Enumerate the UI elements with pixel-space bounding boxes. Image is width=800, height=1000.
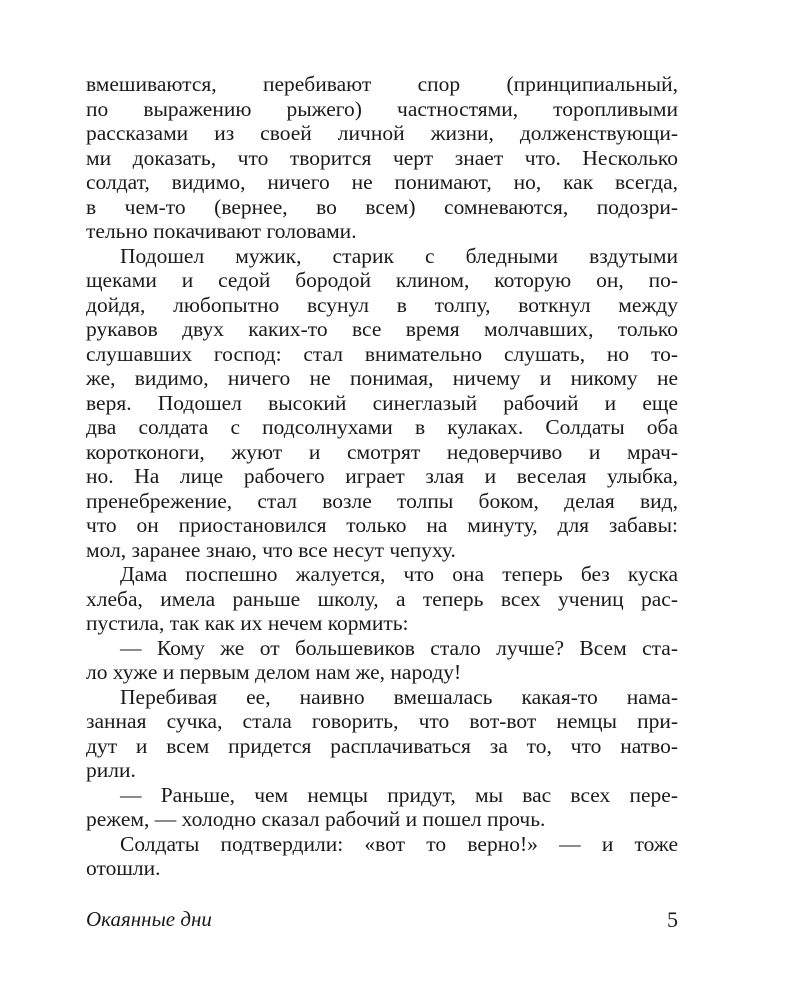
paragraph — [86, 562, 678, 636]
text-line: коротконоги, жуют и смотрят недоверчиво и мрач- — [86, 439, 678, 464]
text-line: занная сучка, стала говорить, что вот-вот немцы при- — [86, 709, 678, 733]
text-line: но. На лице рабочего играет злая и веселая улыбка, — [86, 464, 678, 488]
text-line: Дама поспешно жалуется, что она теперь без куска — [120, 562, 678, 586]
paragraph — [86, 244, 678, 563]
text-line: щеками и седой бородой клином, которую он, по- — [86, 268, 678, 292]
text-line: ми доказать, что творится черт знает что. Несколько — [86, 145, 678, 170]
paragraph — [86, 685, 678, 783]
text-line: — Кому же от большевиков стало лучше? Всем ста- — [120, 635, 678, 660]
text-line: дойдя, любопытно всунул в толпу, воткнул между — [86, 292, 678, 317]
running-title: Окаянные дни — [86, 907, 212, 931]
text-line: ло хуже и первым делом нам же, народу! — [86, 660, 462, 684]
text-line: по выражению рыжего) частностями, торопливыми — [86, 96, 678, 121]
text-line: режем, — холодно сказал рабочий и пошел прочь. — [86, 807, 546, 831]
text-line: Перебивая ее, наивно вмешалась какая-то нама- — [120, 684, 678, 709]
text-line: слушавших господ: стал внимательно слушать, но то- — [86, 341, 678, 366]
text-line: два солдата с подсолнухами в кулаках. Солдаты оба — [86, 415, 678, 439]
text-line: веря. Подошел высокий синеглазый рабочий и еще — [86, 390, 678, 415]
text-line: в чем-то (вернее, во всем) сомневаются, подозри- — [86, 194, 678, 219]
text-line: мол, заранее знаю, что все несут чепуху. — [86, 537, 456, 562]
text-line: пренебрежение, стал возле толпы боком, делая вид, — [86, 488, 678, 513]
text-line: пустила, так как их нечем кормить: — [86, 611, 409, 635]
paragraph — [86, 832, 678, 881]
text-line: отошли. — [86, 856, 161, 880]
body-text — [86, 72, 678, 881]
paragraph — [86, 636, 678, 685]
text-line: рассказами из своей личной жизни, долженствующи- — [86, 121, 678, 145]
page-number: 5 — [667, 907, 678, 932]
text-line: рили. — [86, 758, 136, 782]
text-line: дут и всем придется расплачиваться за то, что натво- — [86, 733, 678, 758]
text-line: же, видимо, ничего не понимая, ничему и никому не — [86, 366, 678, 390]
text-line: что он приостановился только на минуту, для забавы: — [86, 513, 678, 537]
text-line: — Раньше, чем немцы придут, мы вас всех пере- — [120, 782, 678, 807]
text-line: тельно покачивают головами. — [86, 219, 357, 243]
text-line: рукавов двух каких-то все время молчавших, только — [86, 317, 678, 341]
paragraph — [86, 783, 678, 832]
text-line: солдат, видимо, ничего не понимают, но, как всегда, — [86, 170, 678, 194]
text-line: хлеба, имела раньше школу, а теперь всех учениц рас- — [86, 586, 678, 611]
paragraph — [86, 72, 678, 244]
text-line: вмешиваются, перебивают спор (принципиальный, — [86, 72, 678, 96]
text-line: Солдаты подтвердили: «вот то верно!» — и тоже — [120, 831, 678, 856]
text-line: Подошел мужик, старик с бледными вздутыми — [120, 243, 678, 268]
